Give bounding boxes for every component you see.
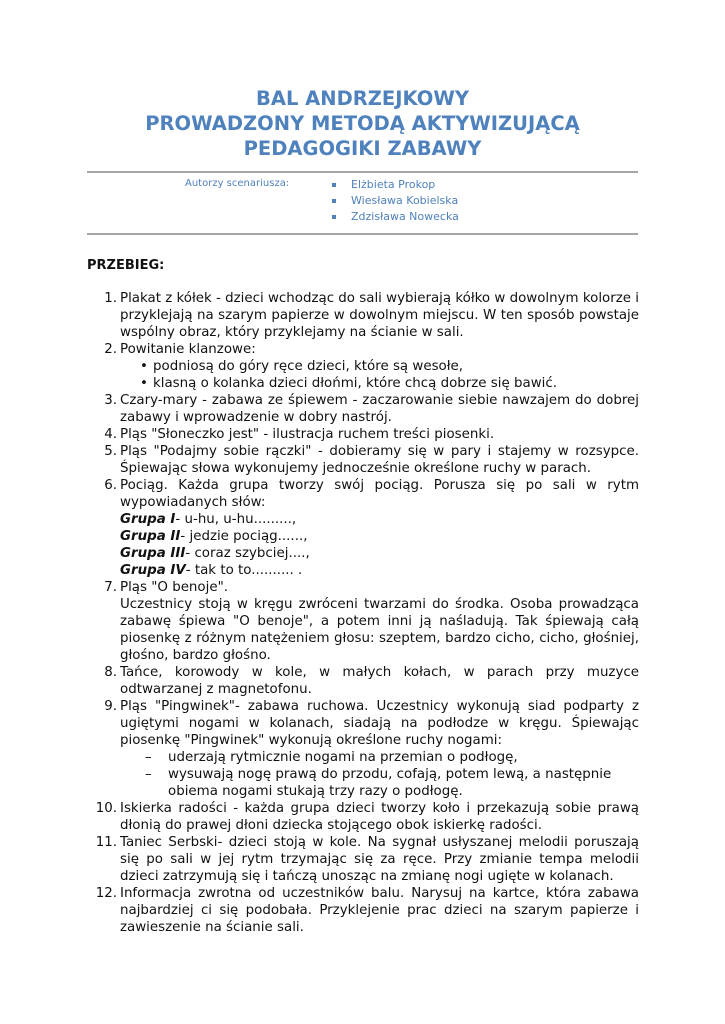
group-line: Grupa I- u-hu, u-hu.........,: [120, 512, 297, 527]
group-line: Grupa II- jedzie pociąg......,: [120, 529, 308, 544]
author-item: Wiesława Kobielska: [330, 193, 459, 209]
item-paragraph: Uczestnicy stoją w kręgu zwróceni twarzami do środka. Osoba prowadząca zabawę śpiewa "O benoje", a potem inni ją naśladują. Tak śpiewają całą piosenkę z różnym natężeniem głosu: szeptem, bardzo cicho, cicho, głośniej, głośno, bardzo głośno.: [120, 597, 639, 663]
authors-label: Autorzy scenariusza:: [185, 178, 290, 189]
list-item: 5. Pląs "Podajmy sobie rączki" - dobieramy się w pary i stajemy w rozsypce. Śpiewając słowa wykonujemy jednocześnie określone ruchy w parach.: [104, 444, 639, 476]
dash-item: – uderzają rytmicznie nogami na przemian o podłogę,: [145, 750, 518, 765]
document-title: [0, 86, 725, 161]
title-line: PEDAGOGIKI ZABAWY: [243, 137, 482, 160]
list-item: 10. Iskierka radości - każda grupa dzieci tworzy koło i przekazują sobie prawą dłonią do prawej dłoni dziecka stojącego obok iskierkę radości.: [95, 801, 639, 833]
bottom-divider: [87, 233, 638, 235]
list-item: 11. Taniec Serbski- dzieci stoją w kole. Na sygnał usłyszanej melodii poruszają się po sali w jej rytm trzymając się za ręce. Przy zmianie tempa melodii dzieci zatrzymują się i tańczą unosząc na zmianę nogi ugięte w kolanach.: [95, 835, 639, 884]
list-item: 2. Powitanie klanzowe: • podniosą do góry ręce dzieci, które są wesołe, • klasną o kolanka dzieci dłońmi, które chcą dobrze się bawić.: [87, 341, 639, 392]
list-item: 12. Informacja zwrotna od uczestników balu. Narysuj na kartce, która zabawa najbardziej ci się podobała. Przyklejenie prac dzieci na szarym papierze i zawieszenie na ścianie sali.: [95, 886, 639, 935]
author-item: Elżbieta Prokop: [330, 177, 459, 193]
list-item: 1. Plakat z kółek - dzieci wchodząc do sali wybierają kółko w dowolnym kolorze i przyklejają na szarym papierze w dowolnym miejscu. W ten sposób powstaje wspólny obraz, który przyklejamy na ścianie w sali.: [104, 291, 639, 340]
top-divider: [87, 171, 638, 173]
list-item: 8. Tańce, korowody w kole, w małych kołach, w parach przy muzyce odtwarzanej z magnetofonu.: [104, 665, 639, 697]
group-line: Grupa IV- tak to to.......... .: [120, 563, 303, 578]
dash-item: – wysuwają nogę prawą do przodu, cofają, potem lewą, a następnie obiema nogami stukają trzy razy o podłogę.: [145, 767, 612, 799]
list-item: 9. Pląs "Pingwinek"- zabawa ruchowa. Uczestnicy wykonują siad podparty z ugiętymi nogami w kolanach, siadają na podłodze w kręgu. Śpiewając piosenkę "Pingwinek" wykonują określone ruchy nogami: – uderzają rytmicznie nogami na przemian o podłogę, – wysuwają nogę prawą do przodu, cofają, potem lewą, a następnie obiema nogami stukają trzy razy o podłogę.: [104, 699, 639, 799]
authors-list: [330, 177, 459, 225]
group-line: Grupa III- coraz szybciej....,: [120, 546, 310, 561]
title-line: PROWADZONY METODĄ AKTYWIZUJĄCĄ: [145, 112, 580, 135]
title-line: BAL ANDRZEJKOWY: [256, 87, 469, 110]
bullet-list: [120, 358, 639, 392]
list-item: 3. Czary-mary - zabawa ze śpiewem - zaczarowanie siebie nawzajem do dobrej zabawy i wprowadzenie w dobry nastrój.: [104, 393, 639, 425]
dash-list: [120, 749, 639, 800]
list-item: 4. Pląs "Słoneczko jest" - ilustracja ruchem treści piosenki.: [104, 427, 495, 442]
list-item: 7. Pląs "O benoje". Uczestnicy stoją w kręgu zwróceni twarzami do środka. Osoba prowadząca zabawę śpiewa "O benoje", a potem inni ją naśladują. Tak śpiewają całą piosenkę z różnym natężeniem głosu: szeptem, bardzo cicho, cicho, głośniej, głośno, bardzo głośno.: [104, 580, 639, 663]
author-item: Zdzisława Nowecka: [330, 209, 459, 225]
steps-list: [87, 290, 639, 936]
section-title: PRZEBIEG:: [87, 258, 165, 273]
list-item: 6. Pociąg. Każda grupa tworzy swój pociąg. Porusza się po sali w rytm wypowiadanych słów: Grupa I- u-hu, u-hu........., Grupa II- jedzie pociąg......, Grupa III- coraz szybciej...., Grupa IV- tak to to.......... .: [104, 478, 639, 578]
bullet-item: • klasną o kolanka dzieci dłońmi, które chcą dobrze się bawić.: [140, 376, 557, 391]
bullet-item: • podniosą do góry ręce dzieci, które są wesołe,: [140, 359, 464, 374]
